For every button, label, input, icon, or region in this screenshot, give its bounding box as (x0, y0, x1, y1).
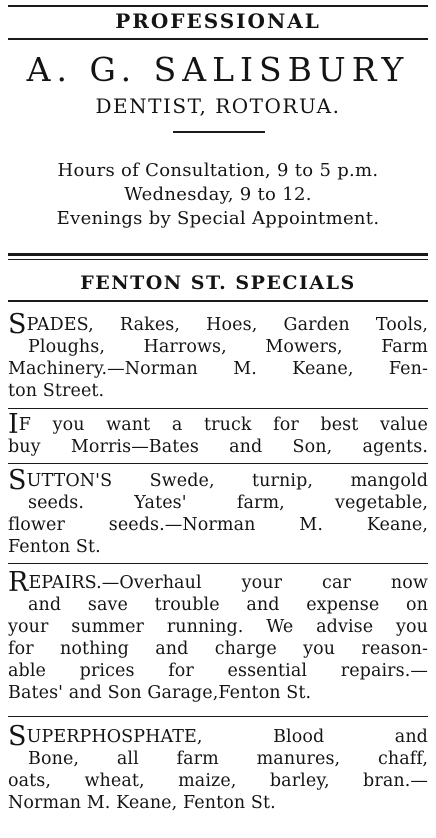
ad-text: UTTON'S Swede, turnip, mangold (26, 471, 428, 491)
ad-divider (8, 716, 428, 717)
ad-line: oats, wheat, maize, barley, bran.— (8, 771, 428, 791)
ad-line: and save trouble and expense on (28, 595, 428, 615)
hours-line-2: Wednesday, 9 to 12. (124, 184, 312, 205)
drop-cap: S (8, 309, 27, 340)
ad-line: Machinery.—Norman M. Keane, Fen- (8, 359, 428, 379)
ad-repairs (8, 567, 428, 704)
ad-text: UPERPHOSPHATE, Blood and (26, 727, 428, 747)
ad-morris-truck (8, 409, 428, 458)
dentist-name: A. G. SALISBURY (26, 50, 410, 89)
ad-spades (8, 309, 428, 402)
ad-line: Bone, all farm manures, chaff, (28, 749, 428, 769)
ad-line (8, 409, 428, 440)
ad-line (8, 465, 428, 496)
drop-cap: I (8, 409, 19, 440)
ad-line (8, 721, 428, 752)
ad-line: your summer running. We advise you (8, 617, 428, 637)
ad-line: buy Morris—Bates and Son, agents. (8, 437, 428, 457)
ad-divider (8, 463, 428, 464)
ad-line: ton Street. (8, 381, 105, 401)
ad-superphosphate (8, 721, 428, 814)
heading-rule (8, 38, 428, 40)
ad-line (8, 567, 428, 598)
ad-line: able prices for essential repairs.— (8, 661, 428, 681)
ad-line: for nothing and charge you reason- (8, 639, 428, 659)
ad-line: Fenton St. (8, 537, 101, 557)
short-divider (173, 131, 265, 133)
top-rule (8, 5, 428, 7)
ad-text: F you want a truck for best value (18, 415, 428, 435)
ad-text: PADES, Rakes, Hoes, Garden Tools, (26, 315, 428, 335)
ad-line: flower seeds.—Norman M. Keane, (8, 515, 428, 535)
drop-cap: R (8, 567, 29, 598)
dentist-title: DENTIST, ROTORUA. (95, 94, 341, 118)
specials-heading-rule (8, 300, 428, 302)
double-rule-top (8, 253, 428, 256)
ad-divider (8, 408, 428, 409)
ad-divider (8, 563, 428, 564)
double-rule-bottom (8, 259, 428, 260)
section-heading-fenton-specials: FENTON ST. SPECIALS (80, 272, 356, 294)
ad-suttons-seeds (8, 465, 428, 558)
drop-cap: S (8, 465, 27, 496)
drop-cap: S (8, 721, 27, 752)
hours-line-1: Hours of Consultation, 9 to 5 p.m. (57, 160, 379, 181)
section-heading-professional: PROFESSIONAL (115, 9, 321, 33)
ad-line: Ploughs, Harrows, Mowers, Farm (28, 337, 428, 357)
ad-line: Norman M. Keane, Fenton St. (8, 793, 276, 813)
ad-line (8, 309, 428, 340)
ad-line: Bates' and Son Garage,Fenton St. (8, 683, 312, 703)
ad-line: seeds. Yates' farm, vegetable, (28, 493, 428, 513)
hours-line-3: Evenings by Special Appointment. (56, 208, 380, 229)
ad-text: EPAIRS.—Overhaul your car now (28, 573, 428, 593)
